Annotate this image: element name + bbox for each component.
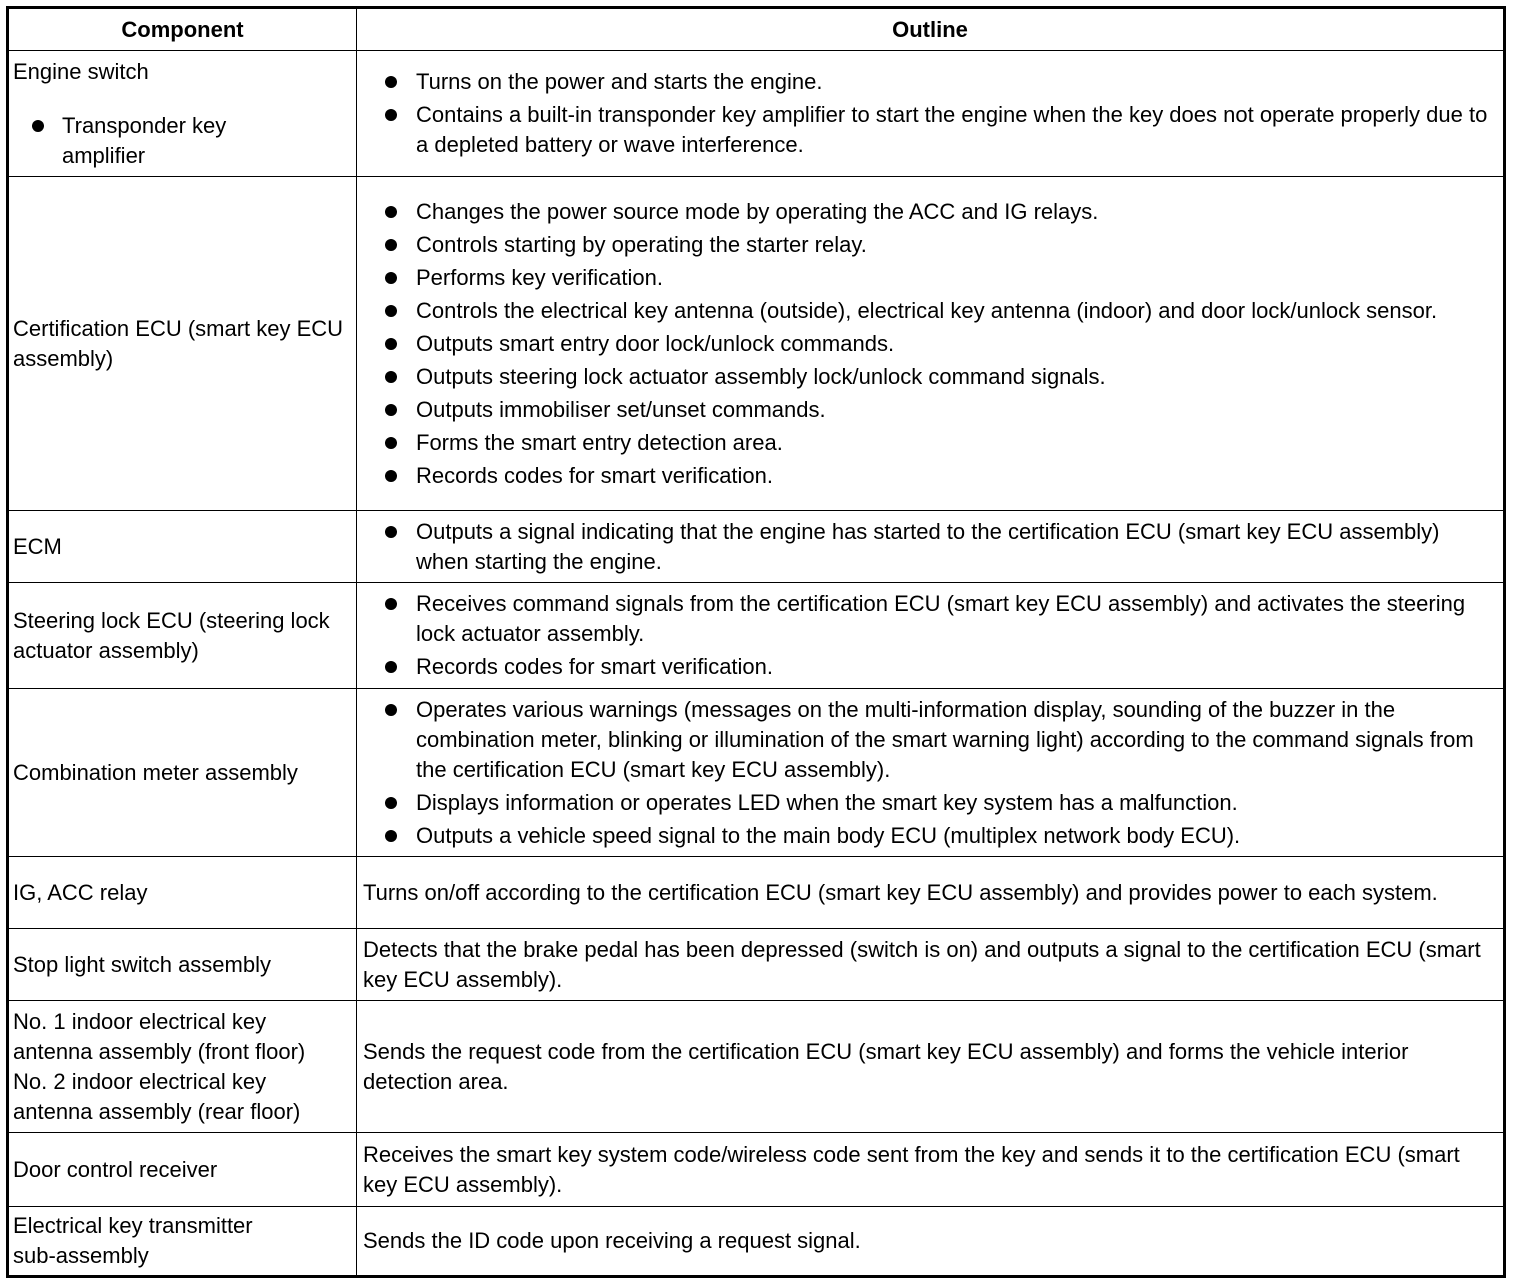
outline-bullet: Operates various warnings (messages on the multi-information display, sounding of the buzzer in the combination meter, blinking or illumination of the smart warning light) according to the command signals from the certification ECU (smart key ECU assembly). [363,695,1489,785]
outline-cell [357,689,1503,856]
table-row [9,1001,1503,1133]
outline-cell [357,1133,1503,1206]
outline-bullets [363,517,1497,577]
outline-bullet: Records codes for smart verification. [363,652,1489,682]
outline-bullet: Contains a built-in transponder key amplifier to start the engine when the key does not operate properly due to a depleted battery or wave interference. [363,100,1489,160]
component-cell [9,1133,357,1206]
outline-bullet: Receives command signals from the certification ECU (smart key ECU assembly) and activates the steering lock actuator assembly. [363,589,1489,649]
component-name: Electrical key transmitter sub-assembly [13,1213,253,1268]
outline-bullet: Controls starting by operating the starter relay. [363,230,1489,260]
component-name: IG, ACC relay [13,879,148,905]
component-name: Engine switch [13,59,149,84]
outline-bullet: Performs key verification. [363,263,1489,293]
component-name: Steering lock ECU (steering lock actuator assembly) [13,607,330,663]
component-cell [9,511,357,582]
outline-bullets [363,589,1497,682]
component-cell [9,51,357,176]
component-cell [9,1207,357,1275]
outline-bullets [363,67,1497,160]
component-cell [9,177,357,510]
header-outline: Outline [892,16,968,42]
table-row [9,689,1503,857]
sub-item: Transponder key amplifier [13,111,350,171]
component-table [6,6,1506,1278]
outline-cell [357,1001,1503,1132]
outline-bullets [363,197,1497,491]
component-name: ECM [13,533,62,559]
component-name: Combination meter assembly [13,759,298,785]
outline-text: Sends the ID code upon receiving a request signal. [363,1228,861,1253]
table-row [9,177,1503,511]
outline-bullet: Changes the power source mode by operating the ACC and IG relays. [363,197,1489,227]
outline-bullet: Turns on the power and starts the engine. [363,67,1489,97]
outline-bullet: Outputs smart entry door lock/unlock commands. [363,329,1489,359]
component-cell [9,857,357,928]
outline-bullet: Forms the smart entry detection area. [363,428,1489,458]
component-name-line: No. 1 indoor electrical key [13,1008,267,1034]
table-row [9,583,1503,689]
component-name-line: antenna assembly (rear floor) [13,1098,301,1124]
component-name: Certification ECU (smart key ECU assembly) [13,315,344,371]
outline-cell [357,51,1503,176]
outline-cell [357,929,1503,1000]
outline-bullet: Records codes for smart verification. [363,461,1489,491]
component-cell [9,929,357,1000]
outline-text: Sends the request code from the certification ECU (smart key ECU assembly) and forms the vehicle interior detection area. [363,1038,1409,1094]
outline-bullet: Outputs a signal indicating that the engine has started to the certification ECU (smart key ECU assembly) when starting the engine. [363,517,1489,577]
sub-item-list [13,111,350,171]
table-row [9,1207,1503,1275]
outline-text: Turns on/off according to the certification ECU (smart key ECU assembly) and provides power to each system. [363,879,1438,905]
outline-cell [357,1207,1503,1275]
component-name: Door control receiver [13,1156,218,1182]
outline-bullet: Outputs a vehicle speed signal to the main body ECU (multiplex network body ECU). [363,821,1489,851]
outline-cell [357,177,1503,510]
outline-cell [357,583,1503,688]
outline-bullet: Outputs steering lock actuator assembly lock/unlock command signals. [363,362,1489,392]
table-row [9,511,1503,583]
table-row [9,857,1503,929]
component-cell [9,583,357,688]
outline-bullet: Controls the electrical key antenna (outside), electrical key antenna (indoor) and door lock/unlock sensor. [363,296,1489,326]
outline-cell [357,511,1503,582]
outline-text: Detects that the brake pedal has been depressed (switch is on) and outputs a signal to the certification ECU (smart key ECU assembly). [363,936,1481,992]
outline-bullets [363,695,1497,851]
component-name-line: No. 2 indoor electrical key [13,1068,267,1094]
component-name: Stop light switch assembly [13,951,271,977]
outline-bullet: Displays information or operates LED when the smart key system has a malfunction. [363,788,1489,818]
header-component: Component [9,9,357,50]
outline-text: Receives the smart key system code/wireless code sent from the key and sends it to the certification ECU (smart key ECU assembly). [363,1141,1460,1197]
component-cell [9,689,357,856]
outline-cell [357,857,1503,928]
outline-bullet: Outputs immobiliser set/unset commands. [363,395,1489,425]
table-header-row [9,9,1503,51]
component-name-line: antenna assembly (front floor) [13,1038,306,1064]
table-row [9,1133,1503,1207]
table-row [9,929,1503,1001]
component-cell [9,1001,357,1132]
table-row [9,51,1503,177]
